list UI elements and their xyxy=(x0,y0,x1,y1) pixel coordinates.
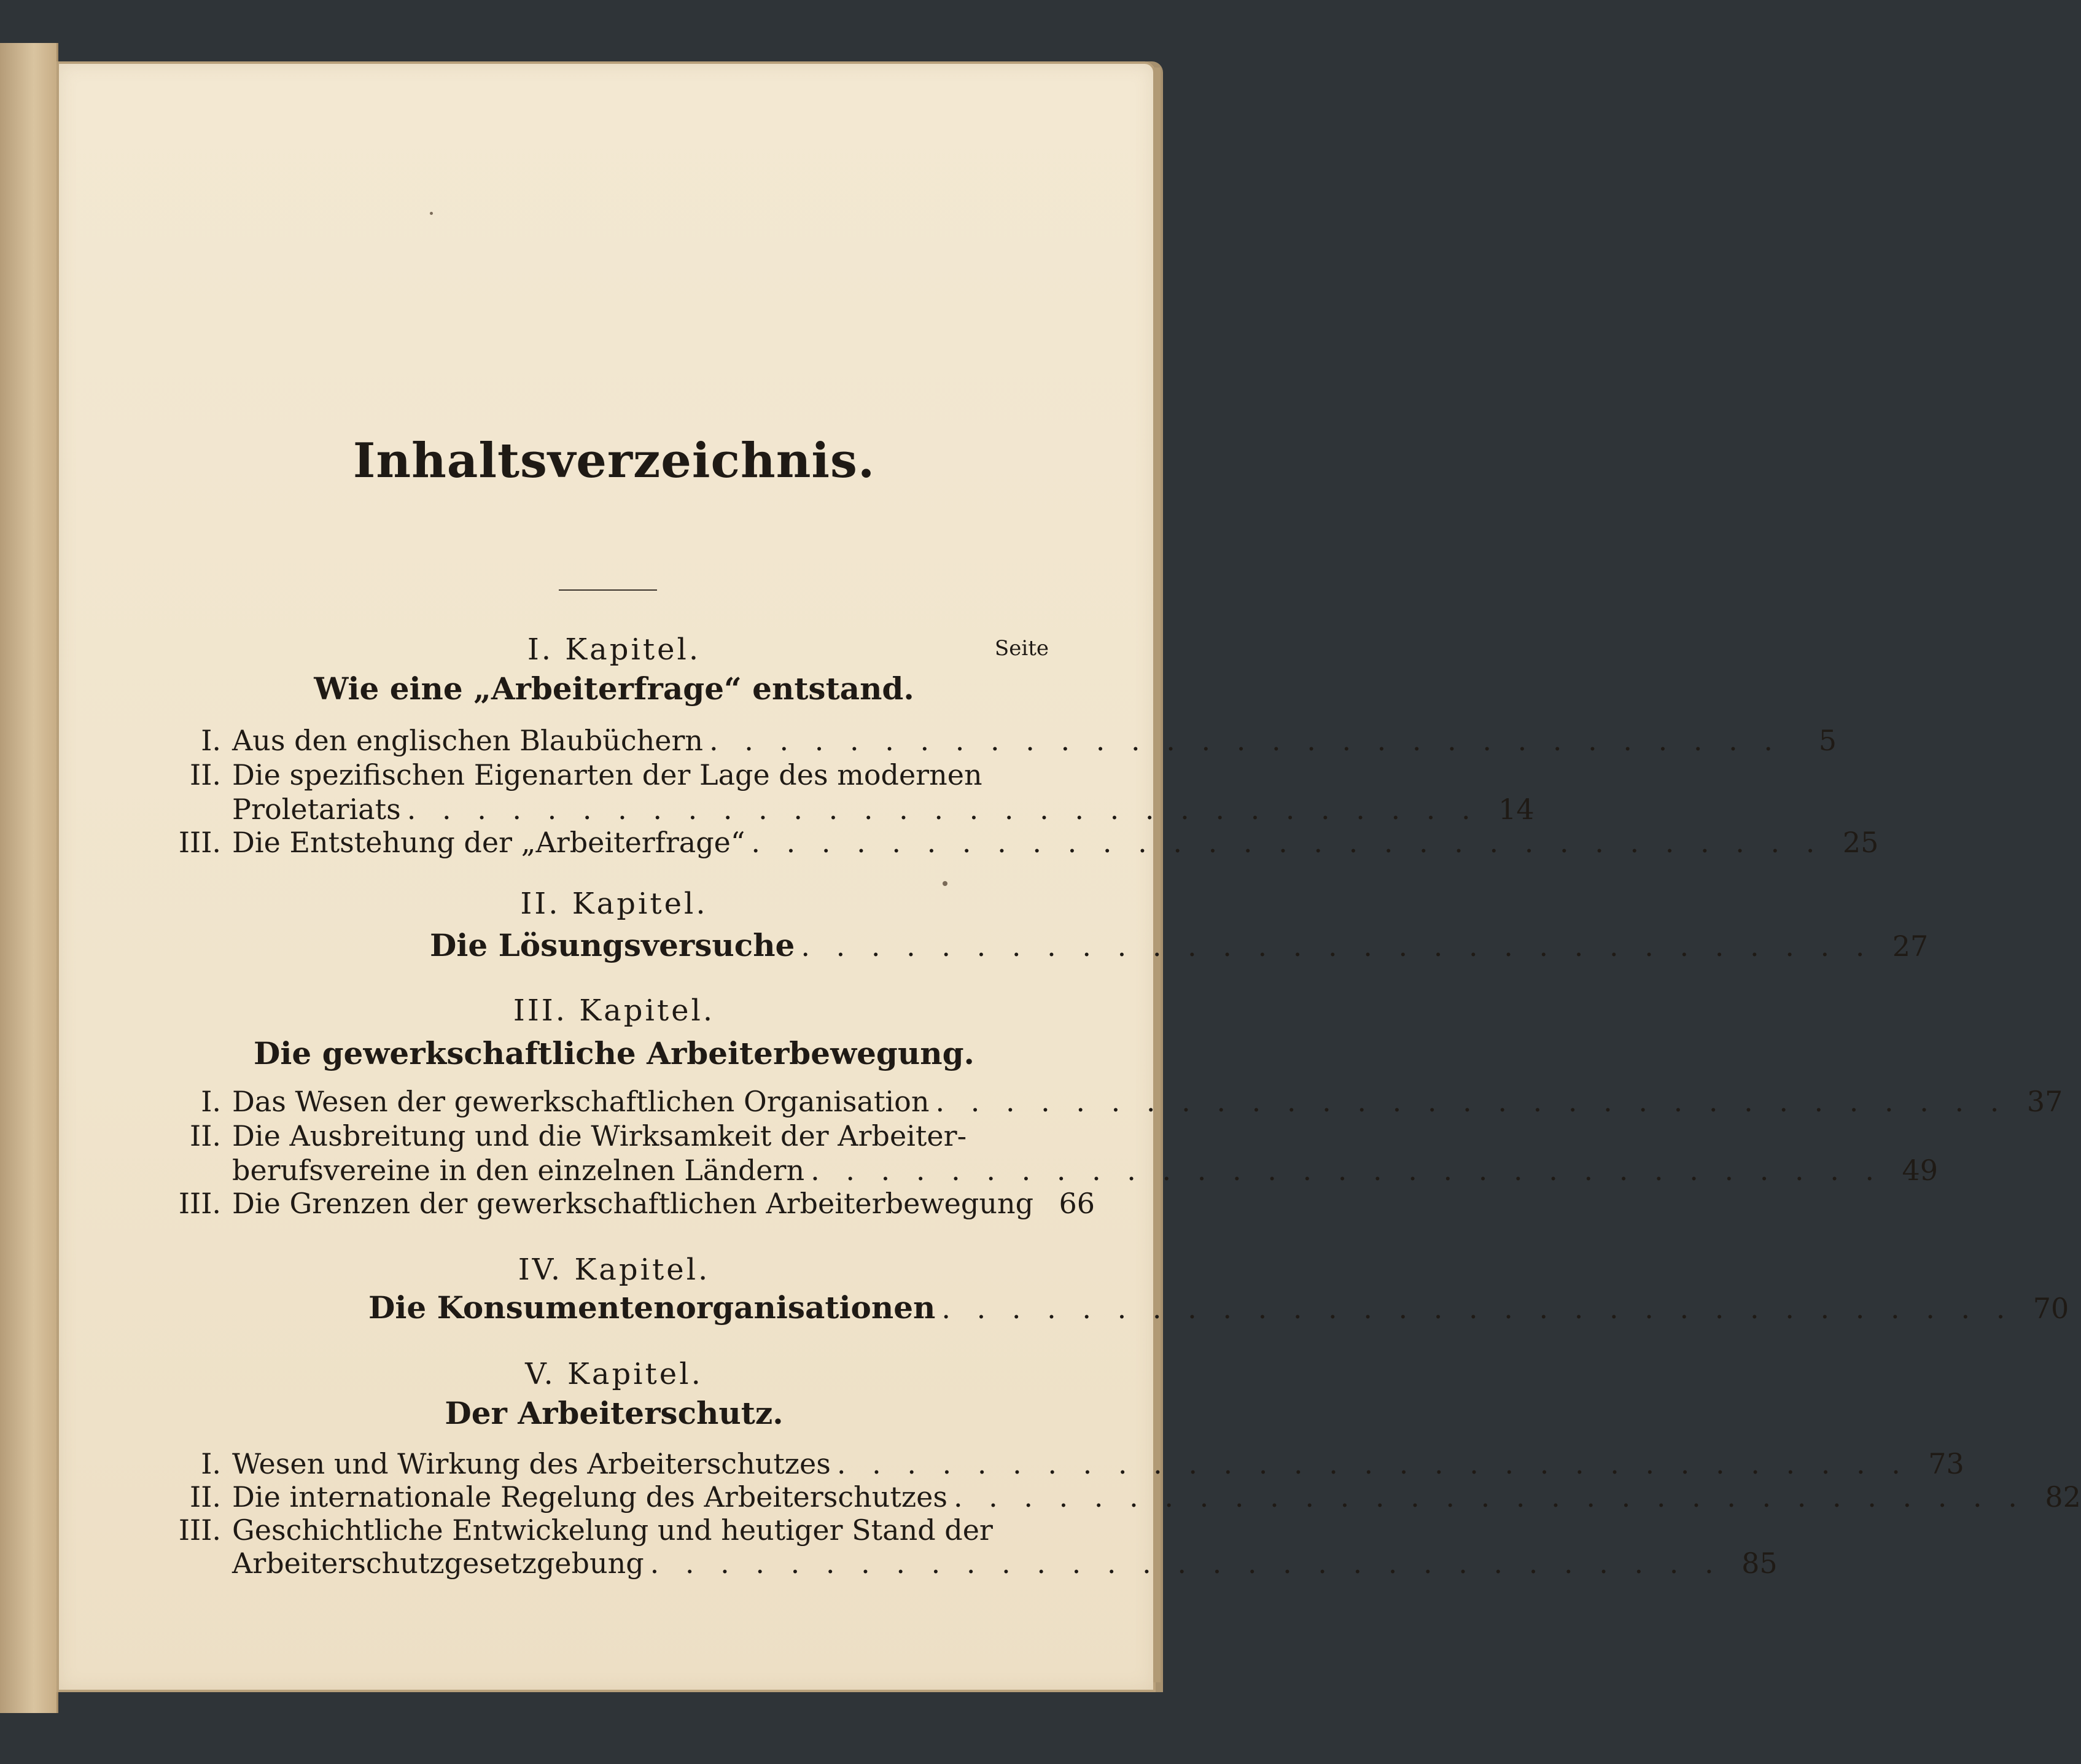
entry-page: 37 xyxy=(2026,1085,2063,1118)
chapter-heading: II. Kapitel. xyxy=(520,887,708,921)
entry-text: Proletariats xyxy=(232,793,401,826)
dot-leader: . . . . . . . . . . . . . . . . . . . . . . . . . . . . . . . xyxy=(751,826,1824,859)
chapter-title: Die Lösungsversuche xyxy=(430,927,795,963)
chapter-heading: IV. Kapitel. xyxy=(518,1253,710,1287)
toc-entry[interactable] xyxy=(147,1513,1053,1547)
toc-entry-continuation[interactable] xyxy=(147,792,1534,826)
entry-page: 27 xyxy=(1892,930,1929,963)
dot-leader: . . . . . . . . . . . . . . . . . . . . . . . . . . . . . . . xyxy=(935,1085,2008,1118)
dot-leader: . . . . . . . . . . . . . . . . . . . . . . . . . . . . . . . xyxy=(709,724,1781,757)
entry-number: II. xyxy=(190,1480,221,1513)
entry-number: I. xyxy=(201,1447,221,1480)
toc-entry-continuation[interactable] xyxy=(147,1546,1778,1580)
entry-page: 85 xyxy=(1741,1547,1778,1580)
entry-number: I. xyxy=(201,1085,221,1118)
entry-text: Wesen und Wirkung des Arbeiterschutzes xyxy=(232,1447,831,1480)
entry-number: III. xyxy=(178,1513,221,1547)
entry-text: Das Wesen der gewerkschaftlichen Organisation xyxy=(232,1085,930,1118)
entry-page: 5 xyxy=(1818,724,1837,757)
entry-number: III. xyxy=(178,1187,221,1220)
chapter-heading: I. Kapitel. xyxy=(527,632,701,667)
dot-leader: . . . . . . . . . . . . . . . . . . . . . . . . . . . . . . . xyxy=(953,1480,2026,1513)
toc-entry[interactable] xyxy=(368,1289,2069,1326)
entry-text: Die internationale Regelung des Arbeiterschutzes xyxy=(232,1480,947,1513)
entry-page: 82 xyxy=(2045,1480,2081,1513)
entry-number: II. xyxy=(190,758,221,791)
book-spine xyxy=(0,43,58,1713)
entry-page: 49 xyxy=(1902,1154,1939,1187)
title-rule xyxy=(559,589,657,591)
toc-entry[interactable] xyxy=(147,825,1879,860)
entry-text: Geschichtliche Entwickelung und heutiger Stand der xyxy=(232,1513,993,1547)
entry-number: II. xyxy=(190,1119,221,1152)
entry-number: I. xyxy=(201,724,221,757)
entry-page: 70 xyxy=(2032,1292,2069,1325)
dot-leader: . . . . . . . . . . . . . . . . . . . . . . . . . . . . . . . xyxy=(836,1447,1909,1480)
page-column-header: Seite xyxy=(994,636,1049,661)
paper-spot xyxy=(943,881,947,886)
entry-text: Die Entstehung der „Arbeiterfrage“ xyxy=(232,826,745,859)
dot-leader: . . . . . . . . . . . . . . . . . . . . . . . . . . . . . . . xyxy=(406,793,1479,826)
toc-entry[interactable] xyxy=(147,758,1053,792)
chapter-heading: V. Kapitel. xyxy=(525,1357,703,1391)
page-edge xyxy=(1153,68,1161,1682)
dot-leader: . . . . . . . . . . . . . . . . . . . . . . . . . . . . . . . xyxy=(941,1292,2014,1325)
toc-entry[interactable] xyxy=(147,723,1837,758)
entry-text: berufsvereine in den einzelnen Ländern xyxy=(232,1154,805,1187)
entry-text: Aus den englischen Blaubüchern xyxy=(232,724,704,757)
toc-entry[interactable] xyxy=(147,1186,1095,1221)
dot-leader: . . . . . . . . . . . . . . . . . . . . . . . . . . . . . . . xyxy=(801,930,1873,963)
chapter-title: Die gewerkschaftliche Arbeiterbewegung. xyxy=(254,1035,974,1071)
entry-text: Arbeiterschutzgesetzgebung xyxy=(232,1547,644,1580)
dot-leader: . . . . . . . . . . . . . . . . . . . . . . . . . . . . . . . xyxy=(811,1154,1883,1187)
entry-page: 73 xyxy=(1928,1447,1964,1480)
entry-text: Die Grenzen der gewerkschaftlichen Arbeiterbewegung xyxy=(232,1187,1034,1220)
entry-page: 14 xyxy=(1498,793,1534,826)
entry-page: 25 xyxy=(1842,826,1879,859)
toc-entry[interactable] xyxy=(430,927,1929,963)
toc-entry[interactable] xyxy=(147,1084,2063,1119)
toc-entry[interactable] xyxy=(147,1447,1964,1481)
entry-text: Die Ausbreitung und die Wirksamkeit der Arbeiter- xyxy=(232,1119,967,1152)
chapter-title: Der Arbeiterschutz. xyxy=(445,1395,784,1431)
chapter-title: Wie eine „Arbeiterfrage“ entstand. xyxy=(314,670,914,707)
page-title: Inhaltsverzeichnis. xyxy=(352,433,876,489)
chapter-title: Die Konsumentenorganisationen xyxy=(368,1289,936,1326)
dot-leader: . . . . . . . . . . . . . . . . . . . . . . . . . . . . . . . xyxy=(650,1547,1722,1580)
chapter-heading: III. Kapitel. xyxy=(513,993,715,1028)
toc-entry[interactable] xyxy=(147,1119,1053,1153)
entry-number: III. xyxy=(178,826,221,859)
entry-page: 66 xyxy=(1059,1187,1095,1220)
paper-spot xyxy=(430,212,433,215)
entry-text: Die spezifischen Eigenarten der Lage des modernen xyxy=(232,758,982,791)
toc-entry[interactable] xyxy=(147,1480,2081,1514)
toc-entry-continuation[interactable] xyxy=(147,1153,1939,1187)
